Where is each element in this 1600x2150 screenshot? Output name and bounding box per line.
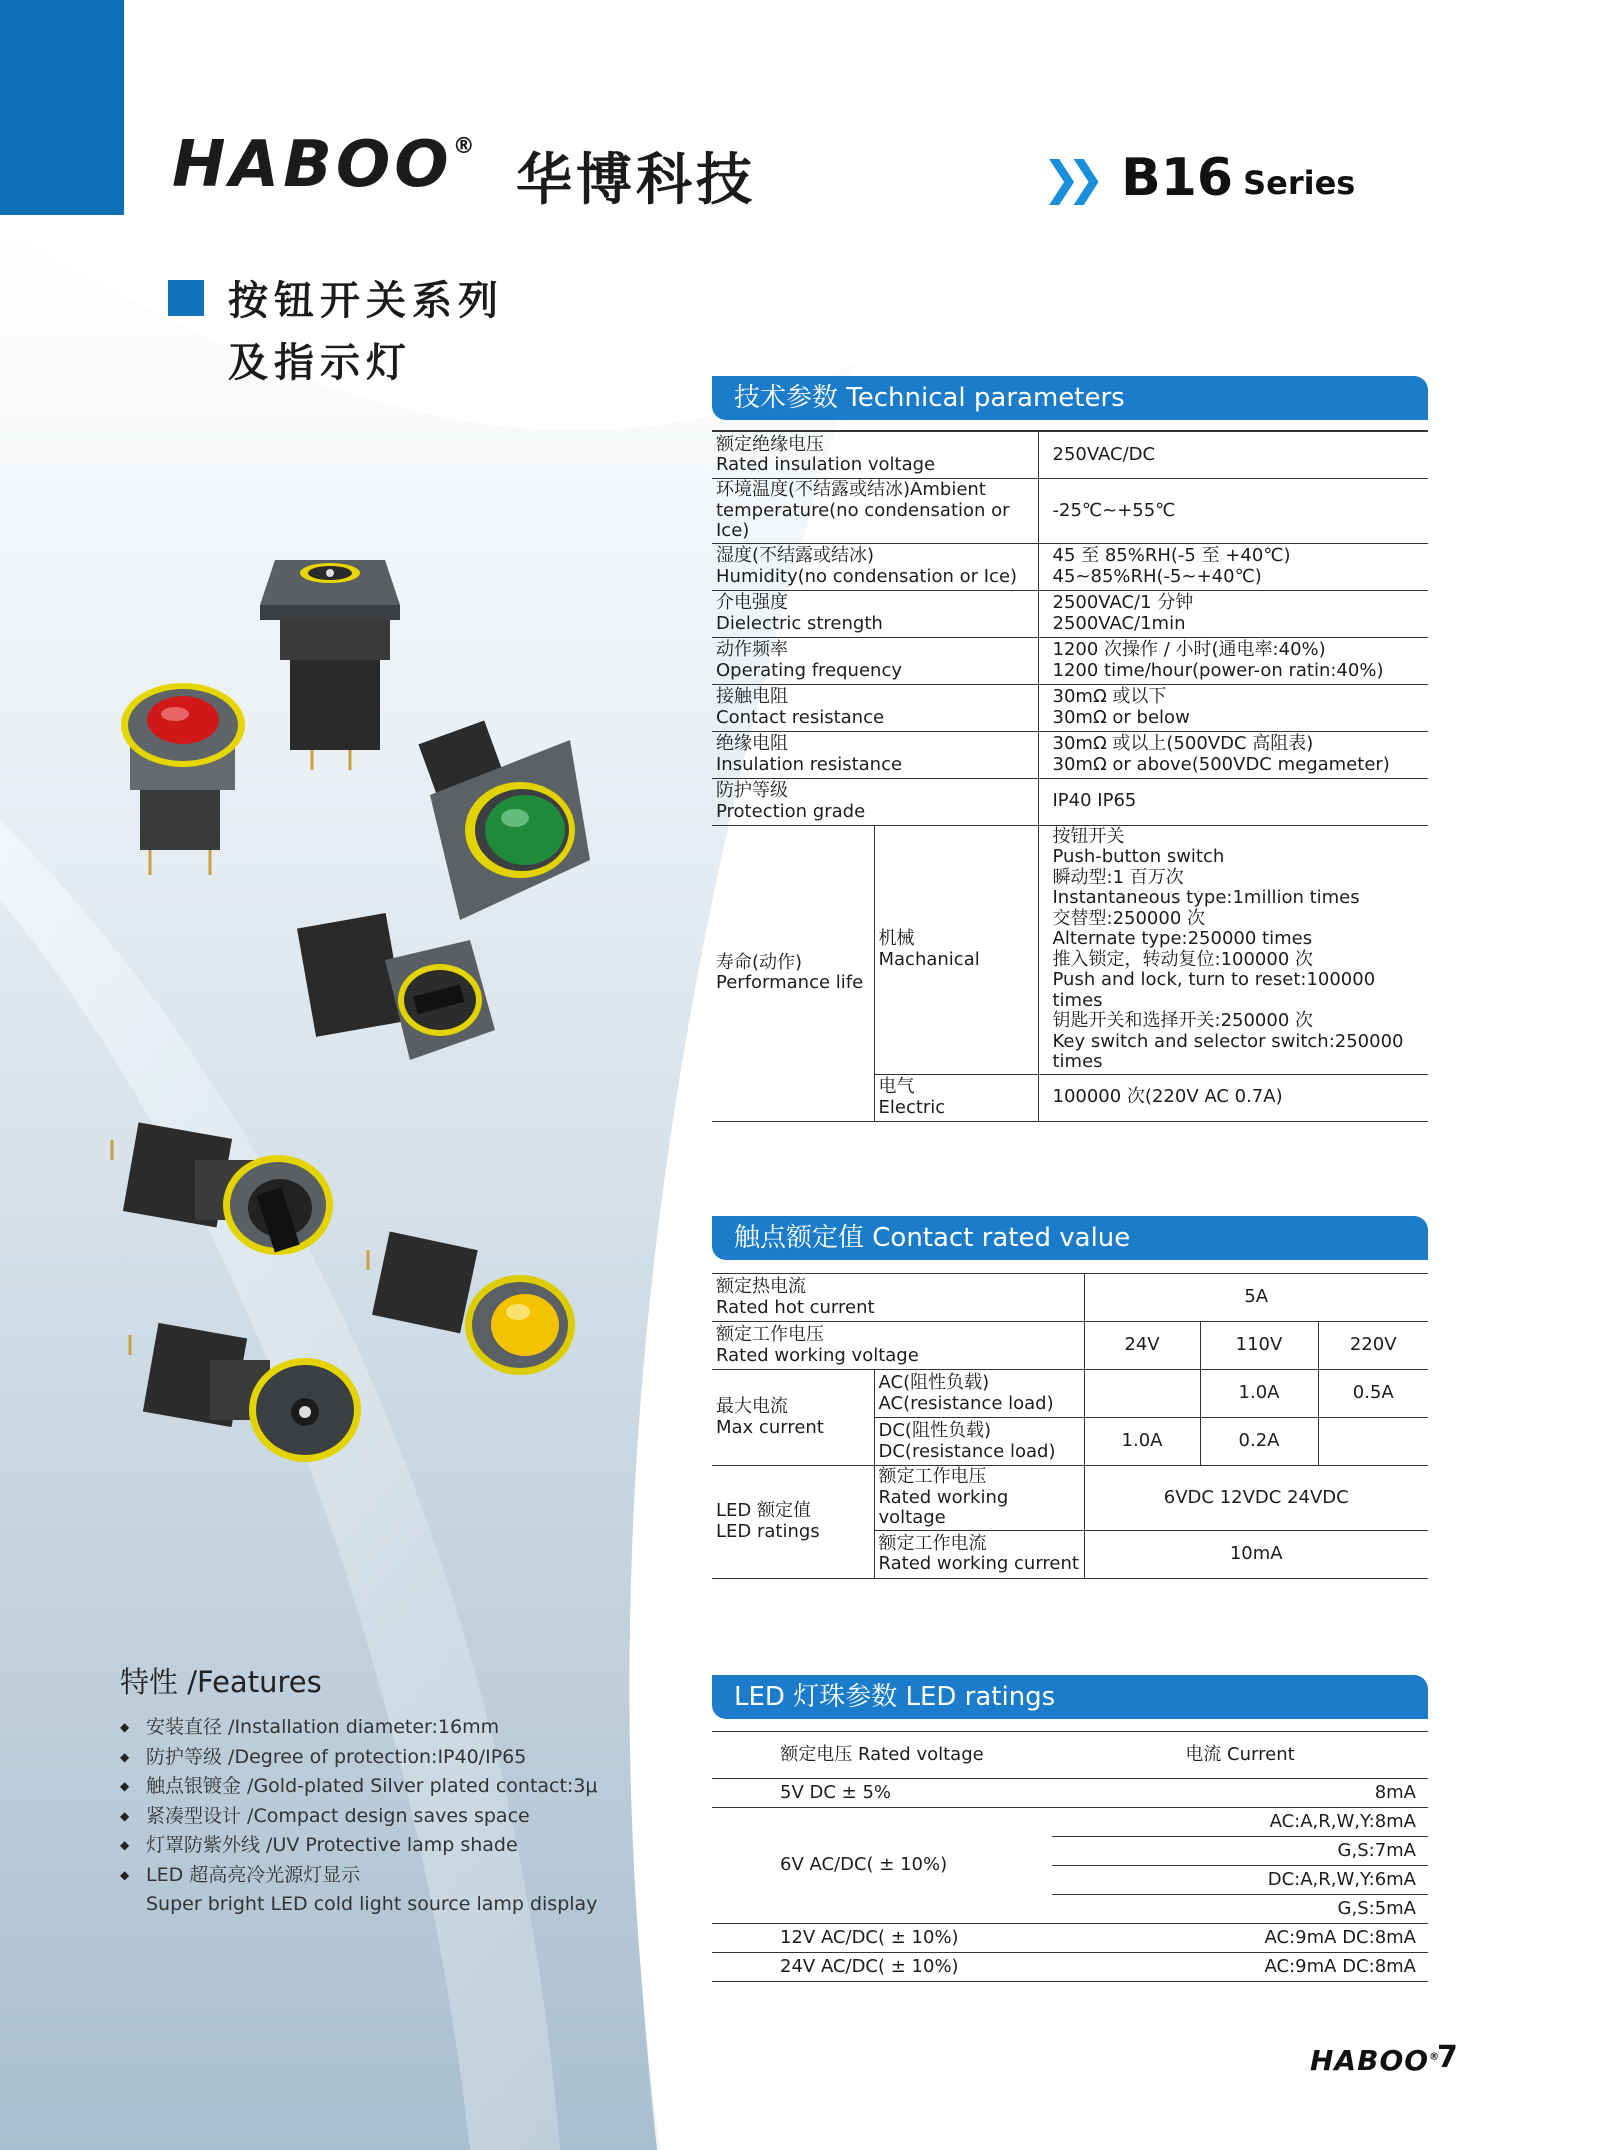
label-en: Rated working voltage — [716, 1344, 919, 1366]
param-value — [1038, 590, 1428, 637]
product-yellow-pushbutton — [368, 1232, 575, 1375]
param-label-cn: 额定绝缘电压 — [716, 433, 824, 455]
label-cn: 额定工作电压 — [716, 1324, 824, 1345]
contact-rated-header: 触点额定值 Contact rated value — [712, 1216, 1428, 1260]
param-value — [1038, 778, 1428, 825]
label-en: Rated working current — [878, 1553, 1079, 1574]
led-ratings-label — [712, 1466, 874, 1579]
column-header: 额定电压 Rated voltage — [712, 1732, 1052, 1779]
mechanical-values — [1038, 825, 1428, 1074]
contact-rated-table — [712, 1273, 1428, 1579]
life-line: Push and lock, turn to reset:100000 times — [1052, 969, 1376, 1011]
life-line: Push-button switch — [1052, 846, 1225, 867]
param-label-cn: 绝缘电阻 — [716, 733, 788, 754]
label-en: AC(resistance load) — [878, 1392, 1054, 1414]
life-line: 钥匙开关和选择开关:250000 次 — [1052, 1010, 1313, 1031]
voltage-cell: 110V — [1200, 1322, 1318, 1370]
voltage-cell: 24V — [1084, 1322, 1200, 1370]
label-cn: AC(阻性负载) — [878, 1372, 990, 1393]
mechanical-label-en: Machanical — [878, 948, 980, 970]
param-label-cn: 环境温度(不结露或结冰)Ambient — [716, 479, 986, 500]
param-label-cn: 动作频率 — [716, 639, 788, 660]
tech-params-table — [712, 430, 1428, 1122]
voltage-cell: 220V — [1318, 1322, 1428, 1370]
label-en: Rated hot current — [716, 1296, 875, 1318]
electric-label — [874, 1074, 1038, 1121]
ac-value: 0.5A — [1318, 1370, 1428, 1418]
life-label-en: Performance life — [716, 972, 864, 993]
tech-params-header: 技术参数 Technical parameters — [712, 376, 1428, 420]
double-chevron-icon: ❯❯ — [1042, 151, 1092, 205]
table-row — [712, 543, 1428, 590]
hot-current-label — [712, 1274, 1084, 1322]
param-label-en: Contact resistance — [716, 706, 885, 728]
ac-load-label — [874, 1370, 1084, 1418]
product-selector-switch-square — [297, 913, 495, 1060]
table-row — [712, 1274, 1428, 1322]
table-row — [712, 1370, 1428, 1418]
hot-current-value: 5A — [1084, 1274, 1428, 1322]
led-voltage-value: 6VDC 12VDC 24VDC — [1084, 1466, 1428, 1531]
param-label — [712, 778, 1038, 825]
table-row — [712, 1466, 1428, 1531]
features-heading: 特性 /Features — [120, 1665, 322, 1699]
life-line: 交替型:250000 次 — [1052, 907, 1205, 929]
current-cell: 8mA — [1052, 1779, 1428, 1808]
feature-item: ◆ 安装直径 /Installation diameter:16mm — [120, 1713, 640, 1743]
life-line: Key switch and selector switch:250000 times — [1052, 1030, 1404, 1072]
param-label — [712, 431, 1038, 479]
param-value-line: 45 至 85%RH(-5 至 +40℃) — [1052, 545, 1291, 566]
product-selector-switch-round — [112, 1122, 333, 1255]
param-value-line: 2500VAC/1min — [1052, 612, 1186, 634]
param-label — [712, 637, 1038, 684]
param-label-cn: 接触电阻 — [716, 686, 788, 707]
table-header-row — [712, 1732, 1428, 1779]
voltage-cell: 12V AC/DC( ± 10%) — [712, 1924, 1052, 1953]
param-value-line: 1200 次操作 / 小时(通电率:40%) — [1052, 639, 1326, 660]
voltage-cell: 5V DC ± 5% — [712, 1779, 1052, 1808]
param-label-cn: 湿度(不结露或结冰) — [716, 545, 875, 566]
product-red-pushbutton — [121, 683, 245, 875]
led-current-value: 10mA — [1084, 1530, 1428, 1578]
label-cn: 额定热电流 — [716, 1276, 806, 1297]
current-cell: G,S:5mA — [1052, 1895, 1428, 1924]
param-label — [712, 543, 1038, 590]
table-row — [712, 1779, 1428, 1808]
feature-item: ◆ 紧凑型设计 /Compact design saves space — [120, 1802, 640, 1832]
label-en: Rated working voltage — [878, 1486, 1009, 1528]
current-cell: AC:9mA DC:8mA — [1052, 1953, 1428, 1982]
features-list — [120, 1713, 640, 1920]
param-value — [1038, 731, 1428, 778]
param-value — [1038, 543, 1428, 590]
feature-item: ◆ 灯罩防紫外线 /UV Protective lamp shade — [120, 1831, 640, 1861]
param-label — [712, 684, 1038, 731]
param-label-en: temperature(no condensation or Ice) — [716, 499, 1010, 541]
table-row — [712, 431, 1428, 479]
param-value — [1038, 637, 1428, 684]
title-bullet-square — [168, 280, 204, 316]
label-cn: 额定工作电流 — [878, 1532, 987, 1554]
label-cn: 额定工作电压 — [878, 1466, 987, 1487]
product-photos — [100, 540, 620, 1520]
column-header: 电流 Current — [1052, 1732, 1428, 1779]
param-value — [1038, 684, 1428, 731]
series-label — [1042, 148, 1355, 208]
param-value-line: 30mΩ or above(500VDC megameter) — [1052, 753, 1390, 775]
max-current-label — [712, 1370, 874, 1466]
page-title-line1: 按钮开关系列 — [228, 277, 504, 324]
table-row — [712, 684, 1428, 731]
electric-label-en: Electric — [878, 1096, 946, 1118]
life-line: Instantaneous type:1million times — [1052, 887, 1360, 908]
table-row — [712, 825, 1428, 1074]
logo-text: HABOO — [172, 128, 453, 202]
param-value-line: 30mΩ 或以上(500VDC 高阻表) — [1052, 733, 1314, 754]
param-value-line: IP40 IP65 — [1052, 790, 1137, 812]
table-row — [712, 1924, 1428, 1953]
life-line: 推入锁定，转动复位:100000 次 — [1052, 948, 1313, 970]
param-value-line: -25℃~+55℃ — [1052, 499, 1176, 521]
table-row — [712, 590, 1428, 637]
label-en: Max current — [716, 1416, 824, 1438]
table-row — [712, 1322, 1428, 1370]
param-label-en: Protection grade — [716, 800, 866, 822]
ac-value: 1.0A — [1200, 1370, 1318, 1418]
table-row — [712, 778, 1428, 825]
table-row — [712, 731, 1428, 778]
param-label-en: Humidity(no condensation or Ice) — [716, 565, 1018, 587]
registered-mark: ® — [452, 134, 479, 159]
param-value — [1038, 431, 1428, 479]
product-key-switch-square — [260, 560, 400, 770]
mechanical-label — [874, 825, 1038, 1074]
label-en: DC(resistance load) — [878, 1440, 1056, 1462]
led-current-label — [874, 1530, 1084, 1578]
feature-item: ◆ 触点银镀金 /Gold-plated Silver plated contact:3μ — [120, 1772, 640, 1802]
led-ratings-table — [712, 1731, 1428, 1982]
param-label — [712, 731, 1038, 778]
param-value — [1038, 479, 1428, 544]
life-line: 瞬动型:1 百万次 — [1052, 866, 1184, 888]
param-label — [712, 479, 1038, 544]
mechanical-label-cn: 机械 — [878, 928, 915, 949]
param-value-line: 1200 time/hour(power-on ratin:40%) — [1052, 659, 1384, 681]
label-cn: LED 额定值 — [716, 1500, 811, 1522]
param-value-line: 2500VAC/1 分钟 — [1052, 592, 1194, 613]
label-cn: DC(阻性负载) — [878, 1420, 991, 1441]
param-value-line: 30mΩ or below — [1052, 706, 1190, 728]
life-line: Alternate type:250000 times — [1052, 928, 1313, 949]
param-label-en: Rated insulation voltage — [716, 454, 936, 475]
dc-value: 1.0A — [1084, 1418, 1200, 1466]
dc-value — [1318, 1418, 1428, 1466]
param-value-line: 250VAC/DC — [1052, 443, 1156, 465]
param-label-en: Dielectric strength — [716, 612, 883, 634]
product-green-pushbutton — [418, 720, 590, 920]
contact-rated-section — [712, 1216, 1428, 1579]
haboo-logo — [172, 128, 479, 202]
voltage-cell: 6V AC/DC( ± 10%) — [712, 1808, 1052, 1924]
label-en: LED ratings — [716, 1520, 820, 1542]
current-cell: DC:A,R,W,Y:6mA — [1052, 1866, 1428, 1895]
life-label — [712, 825, 874, 1121]
series-model: B16 — [1121, 148, 1234, 208]
electric-label-cn: 电气 — [878, 1076, 915, 1097]
current-cell: G,S:7mA — [1052, 1837, 1428, 1866]
param-value-line: 45~85%RH(-5~+40℃) — [1052, 565, 1262, 587]
current-cell: AC:A,R,W,Y:8mA — [1052, 1808, 1428, 1837]
corner-accent-block — [0, 0, 124, 205]
param-label-en: Operating frequency — [716, 659, 902, 681]
feature-item-continuation: Super bright LED cold light source lamp display — [146, 1893, 598, 1915]
ac-value — [1084, 1370, 1200, 1418]
led-voltage-label — [874, 1466, 1084, 1531]
led-ratings-section — [712, 1675, 1428, 1982]
corner-accent-line — [0, 205, 124, 215]
table-row — [712, 479, 1428, 544]
life-label-cn: 寿命(动作) — [716, 951, 803, 973]
voltage-cell: 24V AC/DC( ± 10%) — [712, 1953, 1052, 1982]
page-title — [228, 270, 504, 394]
working-voltage-label — [712, 1322, 1084, 1370]
electric-value: 100000 次(220V AC 0.7A) — [1038, 1074, 1428, 1121]
tech-params-section — [712, 376, 1428, 1122]
feature-item: ◆ 防护等级 /Degree of protection:IP40/IP65 — [120, 1743, 640, 1773]
param-label-cn: 防护等级 — [716, 780, 788, 801]
series-word: Series — [1243, 164, 1356, 202]
dc-load-label — [874, 1418, 1084, 1466]
footer-logo-text: HABOO — [1310, 2044, 1430, 2077]
table-row — [712, 1953, 1428, 1982]
logo-chinese-name: 华博科技 — [516, 148, 756, 213]
param-label-cn: 介电强度 — [716, 592, 788, 613]
table-row — [712, 637, 1428, 684]
dc-value: 0.2A — [1200, 1418, 1318, 1466]
features-block — [120, 1660, 640, 1920]
footer-registered-mark: ® — [1429, 2051, 1441, 2063]
life-line: 按钮开关 — [1052, 825, 1125, 847]
param-label — [712, 590, 1038, 637]
label-cn: 最大电流 — [716, 1396, 788, 1417]
table-row — [712, 1808, 1428, 1837]
param-label-en: Insulation resistance — [716, 753, 903, 775]
feature-item: ◆ LED 超高亮冷光源灯显示 — [120, 1861, 640, 1891]
param-value-line: 30mΩ 或以下 — [1052, 686, 1167, 707]
current-cell: AC:9mA DC:8mA — [1052, 1924, 1428, 1953]
page-title-line2: 及指示灯 — [228, 339, 412, 386]
footer-logo — [1310, 2044, 1440, 2077]
product-key-switch-round — [130, 1323, 361, 1462]
led-ratings-header: LED 灯珠参数 LED ratings — [712, 1675, 1428, 1719]
page-number: 7 — [1437, 2040, 1458, 2075]
